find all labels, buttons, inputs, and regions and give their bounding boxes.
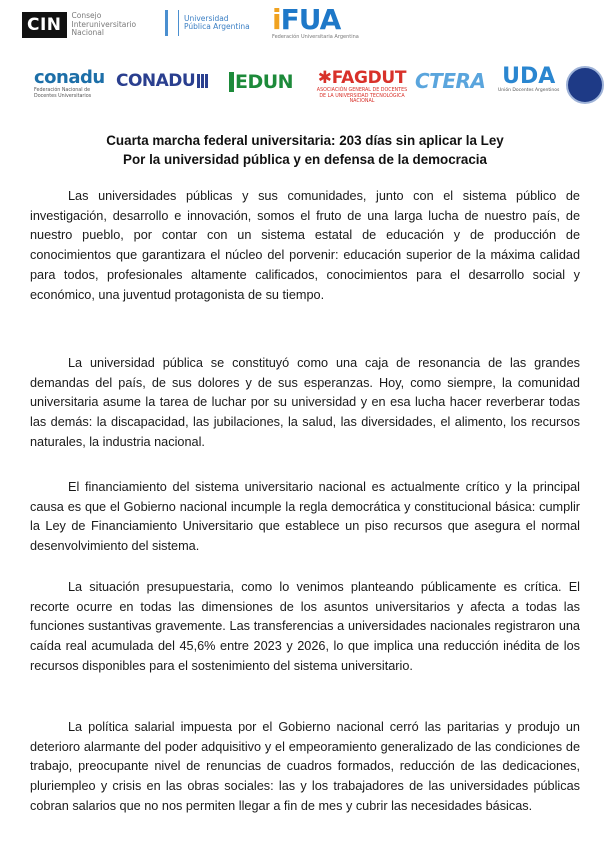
- paragraph-5: La política salarial impuesta por el Gobierno nacional cerró las paritarias y produjo un deterioro alarmante del poder adquisitivo y el empeoramiento generalizado de las condiciones de trabajo, preocupante nivel de renuncias de cuadros formados, reducción de las dedicaciones, pluriempleo y crisis en las obras sociales: las y los trabajadores de las universidades públicas cobran salarios que no nos permiten llegar a fin de mes y cubrir las necesidades básicas.: [30, 720, 580, 813]
- fedun-f-icon: [229, 72, 234, 92]
- logo-row-top: [0, 3, 610, 50]
- fua-logo-text: Federación Universitaria Argentina: [272, 34, 359, 40]
- conadu-historica-logo-mark: CONADU: [116, 71, 196, 91]
- title-line-2: Por la universidad pública y en defensa de la democracia: [123, 152, 487, 167]
- seal-logo: [566, 66, 604, 104]
- fedun-logo: [229, 71, 293, 93]
- paragraph-4: La situación presupuestaria, como lo venimos planteando públicamente es crítica. El recorte ocurre en todas las dimensiones de los asuntos universitarios y afecta a todas las funciones sustantivas gravemente. Las transferencias a universidades nacionales registraron una caída real acumulada del 45,6% entre 2023 y 2026, lo que implica una reducción inédita de los recursos disponibles para el sostenimiento del sistema universitario.: [30, 580, 580, 673]
- paragraph-2: La universidad pública se constituyó como una caja de resonancia de las grandes demandas del país, de sus dolores y de sus esperanzas. Hoy, como siempre, la comunidad universitaria asume la tarea de luchar por su universidad y en esa lucha hacer reverberar todas las demás: la discapacidad, las jubilaciones, la salud, las diversidades, el alimento, los recursos naturales, la industria nacional.: [30, 356, 580, 449]
- conadu-logo: [34, 68, 114, 99]
- conadu-logo-text: Federación Nacional de Docentes Universitarios: [34, 88, 92, 99]
- fagdut-logo: [314, 68, 410, 105]
- conadu-historica-logo: [116, 71, 208, 91]
- fedun-logo-mark: EDUN: [235, 71, 294, 93]
- document-title: [0, 131, 610, 169]
- seal-icon: [566, 66, 604, 104]
- upa-logo: [165, 10, 256, 36]
- uda-logo: [498, 66, 559, 93]
- uda-logo-mark: UDA: [502, 64, 556, 89]
- paragraph-1: Las universidades públicas y sus comunidades, junto con el sistema público de investigación, desarrollo e innovación, somos el fruto de una larga lucha de nuestro país, de nuestro pueblo, por contar con un sistema estatal de educación y de producción de conocimientos que garantizara el núcleo del porvenir: educación superior de la máxima calidad para todos, profesionales altamente calificados, conocimientos para el desarrollo social y económico, una juventud protagonista de su tiempo.: [30, 189, 580, 302]
- fagdut-logo-text: ASOCIACIÓN GENERAL DE DOCENTES DE LA UNIVERSIDAD TECNOLÓGICA NACIONAL: [316, 88, 408, 104]
- ctera-logo-mark: CTERA: [415, 69, 486, 93]
- ctera-logo: [415, 69, 485, 93]
- upa-logo-icon: [165, 10, 179, 36]
- fua-logo: [272, 3, 359, 40]
- fua-logo-mark: iFUA: [272, 3, 341, 36]
- cin-logo: [22, 12, 152, 38]
- title-line-1: Cuarta marcha federal universitaria: 203 días sin aplicar la Ley: [106, 133, 504, 148]
- logo-row-bottom: [0, 62, 610, 104]
- conadu-logo-mark: conadu: [34, 67, 105, 88]
- cin-logo-mark: CIN: [22, 12, 67, 38]
- paragraph-3: El financiamiento del sistema universitario nacional es actualmente crítico y la principal causa es que el Gobierno nacional incumple la regla democrática y constitucional básica: cumplir la Ley de Financiamiento Universitario que establece un piso recursos que asegura el normal desenvolvimiento del sistema.: [30, 480, 580, 554]
- fagdut-logo-mark: ✱FAGDUT: [317, 68, 407, 88]
- upa-logo-text: Universidad Pública Argentina: [184, 13, 250, 31]
- conadu-historica-bars-icon: [197, 74, 208, 88]
- cin-logo-text: Consejo Interuniversitario Nacional: [71, 11, 137, 38]
- uda-logo-text: Unión Docentes Argentinos: [498, 88, 560, 93]
